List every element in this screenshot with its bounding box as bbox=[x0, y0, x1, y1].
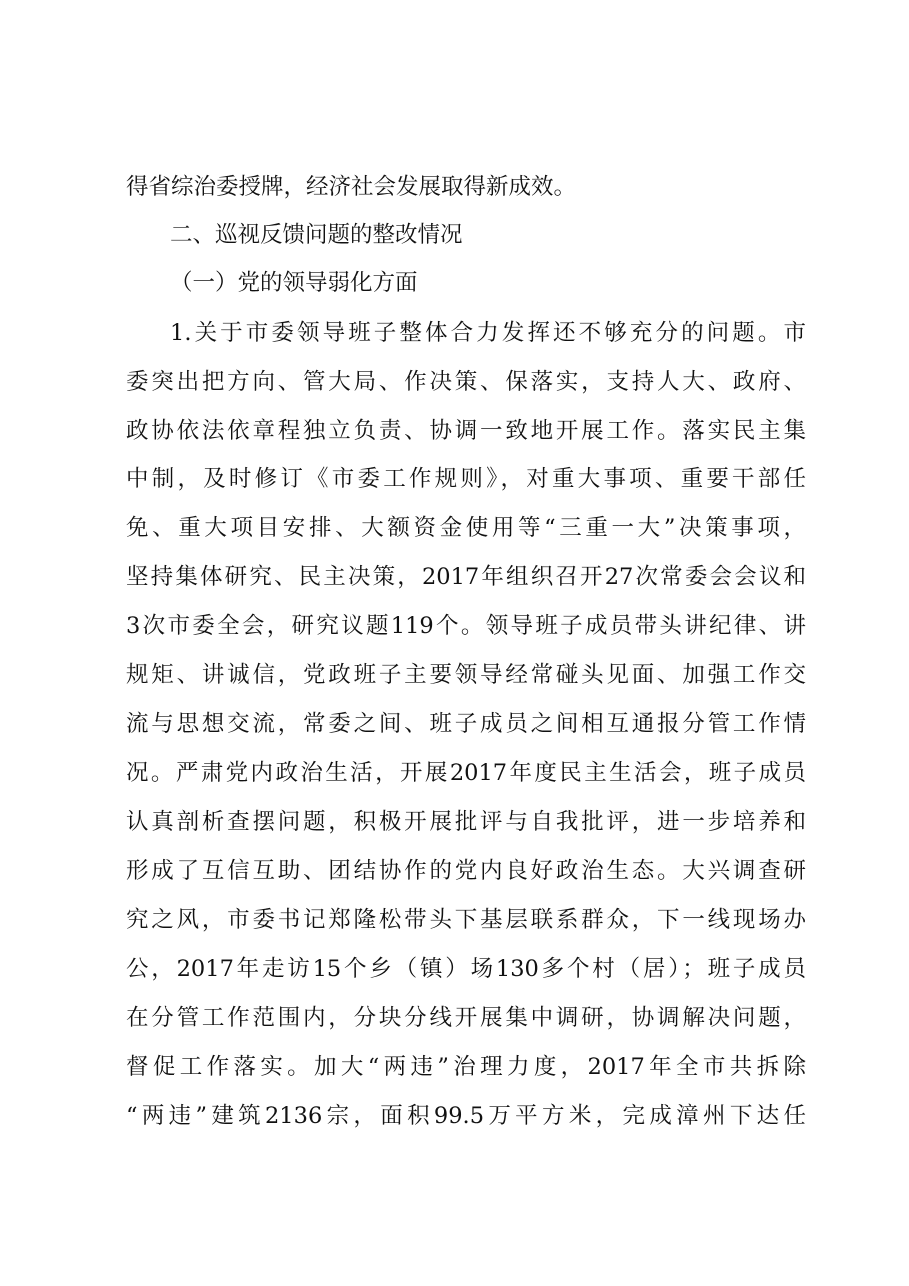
paragraph-line: 得省综治委授牌，经济社会发展取得新成效。 bbox=[126, 174, 577, 200]
section-heading: 二、巡视反馈问题的整改情况 bbox=[170, 222, 463, 248]
paragraph-line: 究之风，市委书记郑隆松带头下基层联系群众，下一线现场办 bbox=[126, 907, 806, 933]
paragraph-line: 规矩、讲诚信，党政班子主要领导经常碰头见面、加强工作交 bbox=[126, 662, 806, 688]
paragraph-line: 1.关于市委领导班子整体合力发挥还不够充分的问题。市 bbox=[170, 320, 806, 346]
paragraph-line: 况。严肃党内政治生活，开展2017年度民主生活会，班子成员 bbox=[126, 760, 806, 786]
paragraph-line: 坚持集体研究、民主决策，2017年组织召开27次常委会会议和 bbox=[126, 564, 806, 590]
paragraph-line: 免、重大项目安排、大额资金使用等“三重一大”决策事项， bbox=[126, 515, 806, 541]
paragraph-line: 政协依法依章程独立负责、协调一致地开展工作。落实民主集 bbox=[126, 418, 806, 444]
paragraph-line: 3次市委全会，研究议题119个。领导班子成员带头讲纪律、讲 bbox=[126, 613, 806, 639]
paragraph-line: 委突出把方向、管大局、作决策、保落实，支持人大、政府、 bbox=[126, 369, 806, 395]
paragraph-line: 形成了互信互助、团结协作的党内良好政治生态。大兴调查研 bbox=[126, 858, 806, 884]
subsection-heading: （一）党的领导弱化方面 bbox=[170, 270, 418, 296]
paragraph-line: 公，2017年走访15个乡（镇）场130多个村（居）；班子成员 bbox=[126, 956, 806, 982]
paragraph-line: “两违”建筑2136宗，面积99.5万平方米，完成漳州下达任 bbox=[126, 1103, 806, 1129]
paragraph-line: 认真剖析查摆问题，积极开展批评与自我批评，进一步培养和 bbox=[126, 809, 806, 835]
paragraph-line: 督促工作落实。加大“两违”治理力度，2017年全市共拆除 bbox=[126, 1054, 806, 1080]
paragraph-line: 流与思想交流，常委之间、班子成员之间相互通报分管工作情 bbox=[126, 711, 806, 737]
paragraph-line: 在分管工作范围内，分块分线开展集中调研，协调解决问题， bbox=[126, 1005, 806, 1031]
paragraph-line: 中制，及时修订《市委工作规则》，对重大事项、重要干部任 bbox=[126, 466, 806, 492]
